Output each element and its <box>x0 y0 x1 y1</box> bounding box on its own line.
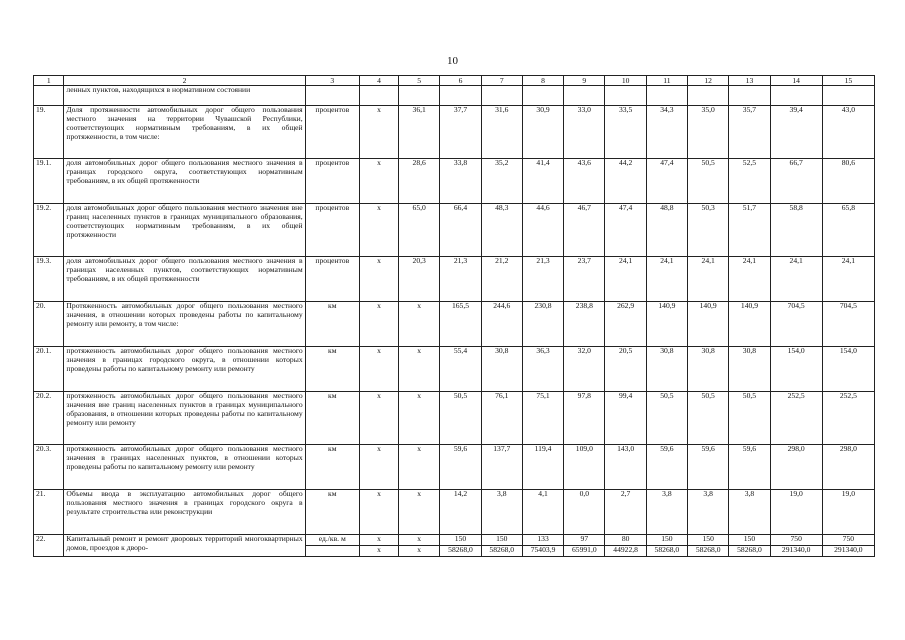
value-cell: 704,5 <box>822 302 874 347</box>
value-cell: 28,6 <box>399 159 440 204</box>
value-cell: 133 <box>522 535 563 546</box>
value-cell <box>481 86 522 106</box>
value-cell: 154,0 <box>770 347 822 392</box>
value-cell: 58268,0 <box>646 546 687 557</box>
value-cell: x <box>399 490 440 535</box>
row-unit: км <box>305 347 359 392</box>
value-cell: 30,8 <box>646 347 687 392</box>
row-number: 22. <box>34 535 64 557</box>
value-cell: 252,5 <box>770 392 822 445</box>
value-cell: 59,6 <box>440 445 481 490</box>
value-cell: 291340,0 <box>770 546 822 557</box>
row-description: Доля протяженности автомобильных дорог общего пользования местного значения на территории Чувашской Республики, соответствующих нормативным требованиям, в их общей протяженности, в том числе: <box>64 106 305 159</box>
row-description: доля автомобильных дорог общего пользования местного значения в границах населенных пунктов, соответствующих нормативным требованиям, в их общей протяженности <box>64 257 305 302</box>
row-number: 19.1. <box>34 159 64 204</box>
value-cell: 35,0 <box>688 106 729 159</box>
value-cell: 58268,0 <box>729 546 770 557</box>
column-header: 3 <box>305 76 359 86</box>
column-header: 8 <box>522 76 563 86</box>
value-cell: 19,0 <box>822 490 874 535</box>
value-cell <box>605 86 646 106</box>
value-cell <box>440 86 481 106</box>
value-cell: 750 <box>770 535 822 546</box>
row-number: 20.1. <box>34 347 64 392</box>
value-cell: 154,0 <box>822 347 874 392</box>
row-description: протяженность автомобильных дорог общего пользования местного значения в границах населенных пунктов, в отношении которых проведены работы по капитальному ремонту или ремонту <box>64 445 305 490</box>
column-header: 10 <box>605 76 646 86</box>
row-unit: км <box>305 302 359 347</box>
value-cell: 24,1 <box>688 257 729 302</box>
value-cell: 59,6 <box>688 445 729 490</box>
value-cell: 33,8 <box>440 159 481 204</box>
row-number: 19. <box>34 106 64 159</box>
column-header: 6 <box>440 76 481 86</box>
value-cell <box>522 86 563 106</box>
value-cell: 59,6 <box>729 445 770 490</box>
row-unit: км <box>305 490 359 535</box>
value-cell: 59,6 <box>646 445 687 490</box>
value-cell: 35,7 <box>729 106 770 159</box>
value-cell: x <box>359 159 398 204</box>
value-cell: 58268,0 <box>440 546 481 557</box>
column-header: 13 <box>729 76 770 86</box>
value-cell: 24,1 <box>646 257 687 302</box>
row-description: доля автомобильных дорог общего пользования местного значения в границах городского округа, соответствующих нормативным требованиям, в их общей протяженности <box>64 159 305 204</box>
value-cell: 291340,0 <box>822 546 874 557</box>
value-cell: 14,2 <box>440 490 481 535</box>
value-cell: 704,5 <box>770 302 822 347</box>
column-header: 11 <box>646 76 687 86</box>
value-cell: x <box>359 204 398 257</box>
value-cell: 24,1 <box>729 257 770 302</box>
value-cell: 140,9 <box>646 302 687 347</box>
value-cell: 150 <box>729 535 770 546</box>
value-cell: 31,6 <box>481 106 522 159</box>
value-cell: x <box>399 535 440 546</box>
column-header: 15 <box>822 76 874 86</box>
value-cell: 36,3 <box>522 347 563 392</box>
value-cell: 20,5 <box>605 347 646 392</box>
table-row <box>34 204 875 257</box>
value-cell: 52,5 <box>729 159 770 204</box>
value-cell: 65,8 <box>822 204 874 257</box>
value-cell: x <box>399 347 440 392</box>
value-cell: 34,3 <box>646 106 687 159</box>
value-cell: 50,5 <box>729 392 770 445</box>
value-cell: 50,3 <box>688 204 729 257</box>
value-cell: x <box>359 106 398 159</box>
column-header: 12 <box>688 76 729 86</box>
row-unit: процентов <box>305 204 359 257</box>
value-cell: 2,7 <box>605 490 646 535</box>
row-description: протяженность автомобильных дорог общего пользования местного значения в границах городского округа, в отношении которых проведены работы по капитальному ремонту или ремонту <box>64 347 305 392</box>
value-cell <box>359 86 398 106</box>
value-cell: 36,1 <box>399 106 440 159</box>
row-unit <box>305 546 359 557</box>
value-cell: 140,9 <box>729 302 770 347</box>
table-row <box>34 445 875 490</box>
value-cell: 24,1 <box>822 257 874 302</box>
value-cell <box>729 86 770 106</box>
value-cell: 65991,0 <box>564 546 605 557</box>
indicators-table <box>33 75 875 557</box>
value-cell: 238,8 <box>564 302 605 347</box>
value-cell: 51,7 <box>729 204 770 257</box>
value-cell: 47,4 <box>646 159 687 204</box>
value-cell: 119,4 <box>522 445 563 490</box>
value-cell: 66,4 <box>440 204 481 257</box>
value-cell: 24,1 <box>605 257 646 302</box>
row-unit: ед./кв. м <box>305 535 359 546</box>
value-cell: 32,0 <box>564 347 605 392</box>
row-description: протяженность автомобильных дорог общего пользования местного значения вне границ населенных пунктов в границах муниципального образования, в отношении которых проведены работы по капитальному ремонту или ремонту <box>64 392 305 445</box>
value-cell: 137,7 <box>481 445 522 490</box>
value-cell: x <box>359 546 398 557</box>
value-cell: 58,8 <box>770 204 822 257</box>
value-cell <box>646 86 687 106</box>
value-cell: 48,8 <box>646 204 687 257</box>
value-cell: 33,5 <box>605 106 646 159</box>
value-cell: 24,1 <box>770 257 822 302</box>
row-description: Капитальный ремонт и ремонт дворовых территорий многоквартирных домов, проездов к дворо- <box>64 535 305 557</box>
value-cell: 3,8 <box>481 490 522 535</box>
value-cell: 43,6 <box>564 159 605 204</box>
value-cell: 150 <box>440 535 481 546</box>
table-row <box>34 257 875 302</box>
column-header: 2 <box>64 76 305 86</box>
value-cell: x <box>359 257 398 302</box>
column-header: 7 <box>481 76 522 86</box>
value-cell <box>770 86 822 106</box>
row-description: доля автомобильных дорог общего пользования местного значения вне границ населенных пунктов в границах муниципального образования, соответствующих нормативным требованиям, в их общей протяженности <box>64 204 305 257</box>
value-cell: 41,4 <box>522 159 563 204</box>
value-cell: 46,7 <box>564 204 605 257</box>
row-unit: процентов <box>305 257 359 302</box>
value-cell: 39,4 <box>770 106 822 159</box>
table-row <box>34 347 875 392</box>
value-cell: 44,6 <box>522 204 563 257</box>
value-cell: 50,5 <box>646 392 687 445</box>
table-row <box>34 86 875 106</box>
value-cell: x <box>359 535 398 546</box>
column-header: 5 <box>399 76 440 86</box>
row-description: Протяженность автомобильных дорог общего пользования местного значения, в отношении которых проведены работы по капитальному ремонту или ремонту, в том числе: <box>64 302 305 347</box>
table-row <box>34 392 875 445</box>
value-cell: 30,9 <box>522 106 563 159</box>
value-cell: 140,9 <box>688 302 729 347</box>
value-cell: 109,0 <box>564 445 605 490</box>
value-cell <box>399 86 440 106</box>
value-cell: x <box>359 445 398 490</box>
value-cell: 97,8 <box>564 392 605 445</box>
value-cell: x <box>359 347 398 392</box>
value-cell <box>564 86 605 106</box>
value-cell: x <box>359 302 398 347</box>
row-number <box>34 86 64 106</box>
table-row <box>34 159 875 204</box>
row-number: 19.2. <box>34 204 64 257</box>
value-cell: 48,3 <box>481 204 522 257</box>
value-cell: 97 <box>564 535 605 546</box>
row-number: 20. <box>34 302 64 347</box>
table-row <box>34 302 875 347</box>
row-number: 19.3. <box>34 257 64 302</box>
value-cell: x <box>399 302 440 347</box>
value-cell: 750 <box>822 535 874 546</box>
row-unit: км <box>305 392 359 445</box>
value-cell: 50,5 <box>688 159 729 204</box>
value-cell: 21,3 <box>522 257 563 302</box>
value-cell <box>822 86 874 106</box>
value-cell: 37,7 <box>440 106 481 159</box>
value-cell: 298,0 <box>822 445 874 490</box>
column-header: 14 <box>770 76 822 86</box>
value-cell: 3,8 <box>646 490 687 535</box>
row-number: 21. <box>34 490 64 535</box>
value-cell: 80,6 <box>822 159 874 204</box>
table-row <box>34 535 875 546</box>
column-header: 4 <box>359 76 398 86</box>
column-header: 9 <box>564 76 605 86</box>
value-cell: 47,4 <box>605 204 646 257</box>
row-number: 20.3. <box>34 445 64 490</box>
row-description: Объемы ввода в эксплуатацию автомобильных дорог общего пользования местного значения в границах городского округа в результате строительства или реконструкции <box>64 490 305 535</box>
value-cell: 99,4 <box>605 392 646 445</box>
value-cell: 3,8 <box>729 490 770 535</box>
value-cell: 75,1 <box>522 392 563 445</box>
value-cell: 23,7 <box>564 257 605 302</box>
value-cell: x <box>359 392 398 445</box>
column-header: 1 <box>34 76 64 86</box>
value-cell: 80 <box>605 535 646 546</box>
value-cell: 298,0 <box>770 445 822 490</box>
value-cell: 21,2 <box>481 257 522 302</box>
value-cell: 143,0 <box>605 445 646 490</box>
row-unit: км <box>305 445 359 490</box>
value-cell: 44922,8 <box>605 546 646 557</box>
value-cell: 150 <box>481 535 522 546</box>
row-unit: процентов <box>305 159 359 204</box>
value-cell: 30,8 <box>729 347 770 392</box>
value-cell: 66,7 <box>770 159 822 204</box>
table-header-row <box>34 76 875 86</box>
value-cell: 35,2 <box>481 159 522 204</box>
table-row <box>34 106 875 159</box>
value-cell: 4,1 <box>522 490 563 535</box>
value-cell: 20,3 <box>399 257 440 302</box>
value-cell: 65,0 <box>399 204 440 257</box>
value-cell: 58268,0 <box>688 546 729 557</box>
row-unit: процентов <box>305 106 359 159</box>
table-body <box>34 86 875 557</box>
value-cell <box>688 86 729 106</box>
value-cell: 58268,0 <box>481 546 522 557</box>
value-cell: 21,3 <box>440 257 481 302</box>
value-cell: 55,4 <box>440 347 481 392</box>
value-cell: x <box>399 392 440 445</box>
row-description: ленных пунктов, находящихся в нормативном состоянии <box>64 86 305 106</box>
value-cell: x <box>399 445 440 490</box>
value-cell: 0,0 <box>564 490 605 535</box>
value-cell: x <box>399 546 440 557</box>
value-cell: 244,6 <box>481 302 522 347</box>
page-number: 10 <box>447 55 458 67</box>
value-cell: 44,2 <box>605 159 646 204</box>
value-cell: 230,8 <box>522 302 563 347</box>
value-cell: 50,5 <box>688 392 729 445</box>
value-cell: 30,8 <box>688 347 729 392</box>
value-cell: 50,5 <box>440 392 481 445</box>
row-unit <box>305 86 359 106</box>
value-cell: 19,0 <box>770 490 822 535</box>
value-cell: 150 <box>688 535 729 546</box>
value-cell: 252,5 <box>822 392 874 445</box>
value-cell: 76,1 <box>481 392 522 445</box>
value-cell: 3,8 <box>688 490 729 535</box>
value-cell: 43,0 <box>822 106 874 159</box>
value-cell: 150 <box>646 535 687 546</box>
row-number: 20.2. <box>34 392 64 445</box>
value-cell: 165,5 <box>440 302 481 347</box>
table-row <box>34 490 875 535</box>
value-cell: 33,0 <box>564 106 605 159</box>
value-cell: x <box>359 490 398 535</box>
value-cell: 75403,9 <box>522 546 563 557</box>
value-cell: 30,8 <box>481 347 522 392</box>
value-cell: 262,9 <box>605 302 646 347</box>
